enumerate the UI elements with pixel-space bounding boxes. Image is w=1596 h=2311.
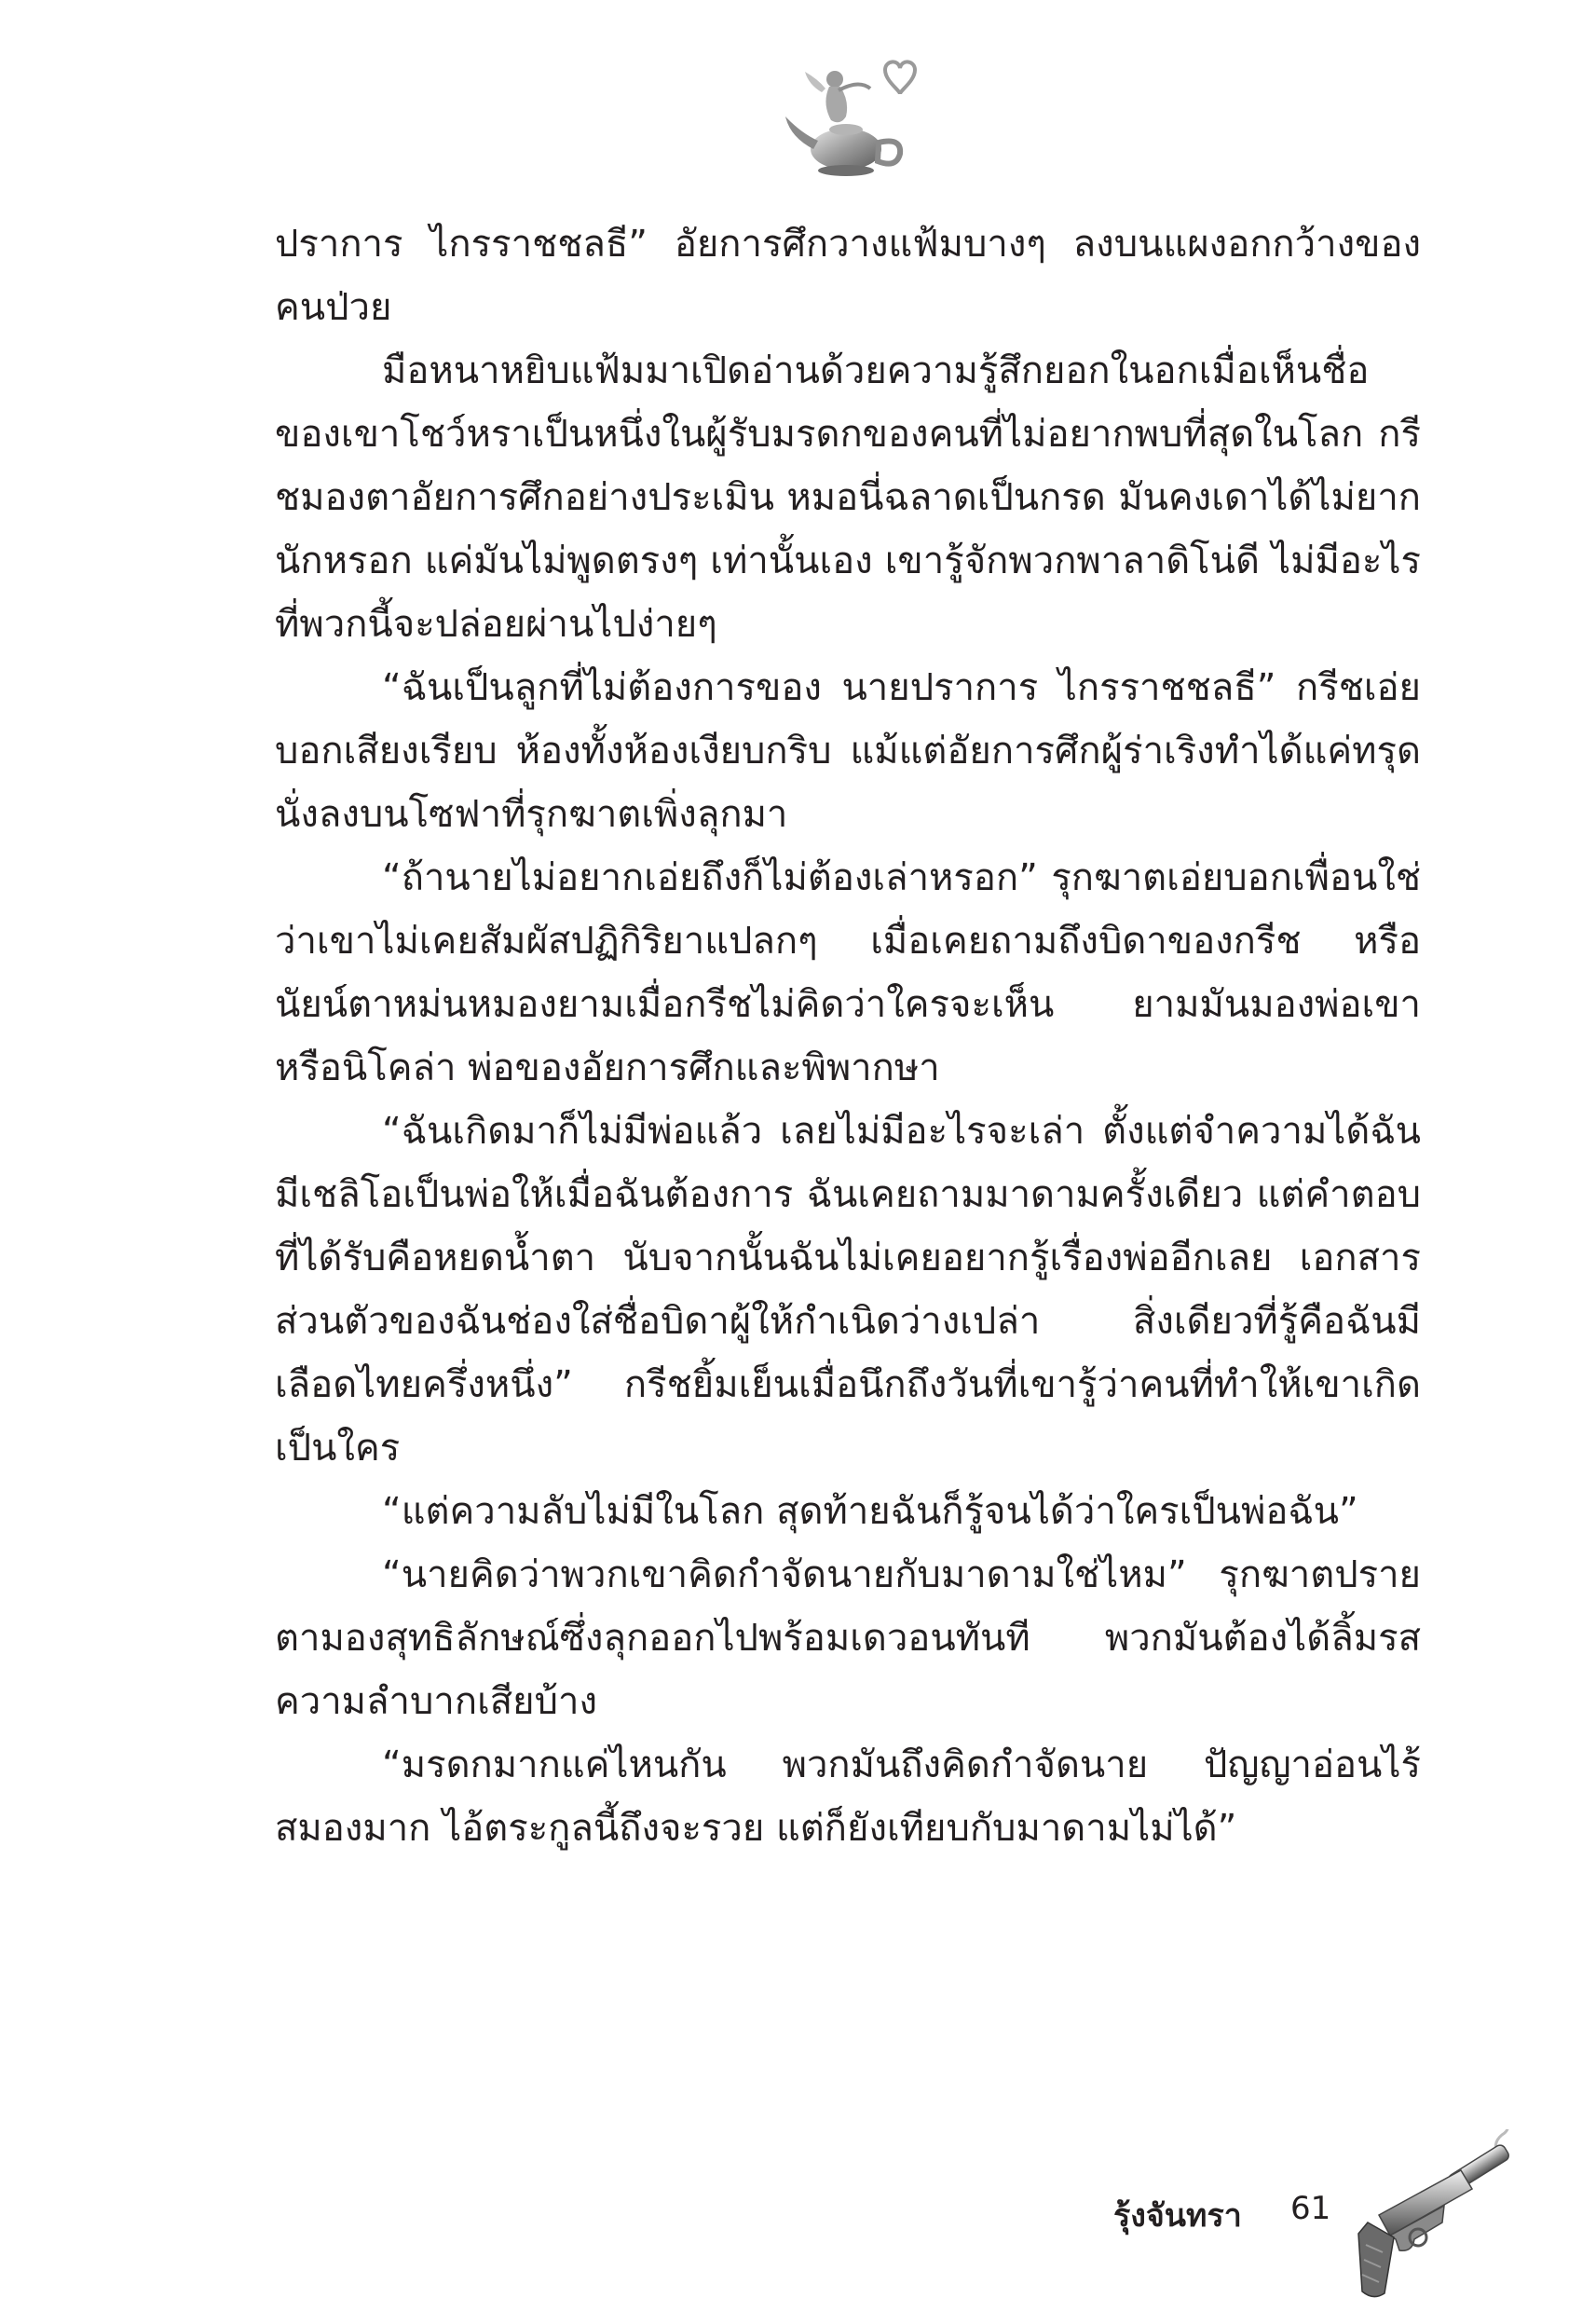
author-name: รุ้งจันทรา	[1113, 2197, 1242, 2235]
pistol-silencer-icon	[1342, 2129, 1528, 2306]
page-number: 61	[1290, 2190, 1331, 2227]
paragraph: “นายคิดว่าพวกเขาคิดกำจัดนายกับมาดามใช่ไหม” รุกฆาตปรายตามองสุทธิลักษณ์ซึ่งลุกออกไปพร้อมเดวอนทันที พวกมันต้องได้ลิ้มรสความลำบากเสียบ้าง	[275, 1553, 1421, 1723]
paragraph: “ฉันเป็นลูกที่ไม่ต้องการของ นายปราการ ไกรราชชลธี” กรีชเอ่ยบอกเสียงเรียบ ห้องทั้งห้องเงียบกริบ แม้แต่อัยการศึกผู้ร่าเริงทำได้แค่ทรุดนั่งลงบนโซฟาที่รุกฆาตเพิ่งลุกมา	[275, 666, 1421, 836]
paragraph: มือหนาหยิบแฟ้มมาเปิดอ่านด้วยความรู้สึกยอกในอกเมื่อเห็นชื่อของเขาโชว์หราเป็นหนึ่งในผู้รับมรดกของคนที่ไม่อยากพบที่สุดในโลก กรีชมองตาอัยการศึกอย่างประเมิน หมอนี่ฉลาดเป็นกรด มันคงเดาได้ไม่ยากนักหรอก แค่มันไม่พูดตรงๆ เท่านั้นเอง เขารู้จักพวกพาลาดิโน่ดี ไม่มีอะไรที่พวกนี้จะปล่อยผ่านไปง่ายๆ	[275, 349, 1421, 646]
paragraph: ปราการ ไกรราชชลธี” อัยการศึกวางแฟ้มบางๆ ลงบนแผงอกกว้างของคนป่วย	[275, 223, 1421, 329]
body-text	[275, 212, 1421, 1860]
teapot-cupid-ornament-icon	[781, 51, 930, 191]
page-footer	[1062, 2153, 1547, 2311]
paragraph: “มรดกมากแค่ไหนกัน พวกมันถึงคิดกำจัดนาย ปัญญาอ่อนไร้สมองมาก ไอ้ตระกูลนี้ถึงจะรวย แต่ก็ยังเทียบกับมาดามไม่ได้”	[275, 1744, 1421, 1850]
paragraph: “ฉันเกิดมาก็ไม่มีพ่อแล้ว เลยไม่มีอะไรจะเล่า ตั้งแต่จำความได้ฉันมีเชลิโอเป็นพ่อให้เมื่อฉันต้องการ ฉันเคยถามมาดามครั้งเดียว แต่คำตอบที่ได้รับคือหยดน้ำตา นับจากนั้นฉันไม่เคยอยากรู้เรื่องพ่ออีกเลย เอกสารส่วนตัวของฉันช่องใส่ชื่อบิดาผู้ให้กำเนิดว่างเปล่า สิ่งเดียวที่รู้คือฉันมีเลือดไทยครึ่งหนึ่ง” กรีชยิ้มเย็นเมื่อนึกถึงวันที่เขารู้ว่าคนที่ทำให้เขาเกิดเป็นใคร	[275, 1110, 1421, 1470]
paragraph: “ถ้านายไม่อยากเอ่ยถึงก็ไม่ต้องเล่าหรอก” รุกฆาตเอ่ยบอกเพื่อนใช่ว่าเขาไม่เคยสัมผัสปฏิกิริยาแปลกๆ เมื่อเคยถามถึงบิดาของกรีช หรือนัยน์ตาหม่นหมองยามเมื่อกรีชไม่คิดว่าใครจะเห็น ยามมันมองพ่อเขาหรือนิโคล่า พ่อของอัยการศึกและพิพากษา	[275, 856, 1421, 1089]
paragraph: “แต่ความลับไม่มีในโลก สุดท้ายฉันก็รู้จนได้ว่าใครเป็นพ่อฉัน”	[382, 1490, 1358, 1533]
